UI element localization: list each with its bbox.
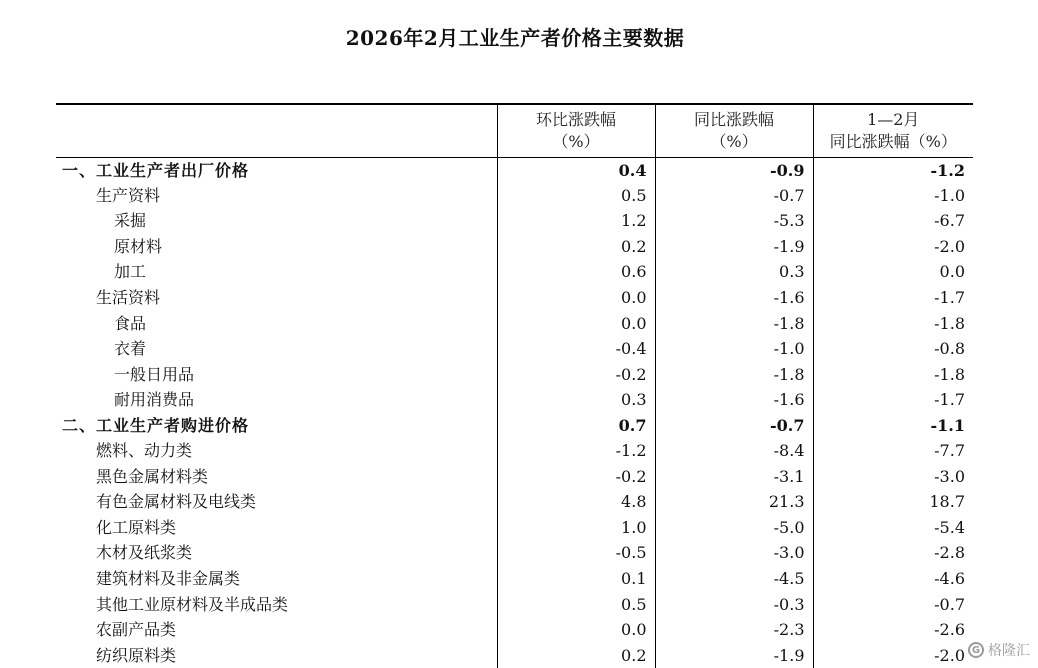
row-label: 纺织原料类 <box>96 645 177 665</box>
watermark-logo-icon: G <box>968 642 984 658</box>
row-mom-value: 0.5 <box>497 591 655 617</box>
row-ytd-value: -1.7 <box>813 387 973 413</box>
row-ytd-value: -2.6 <box>813 617 973 643</box>
row-yoy-value: -0.7 <box>655 412 813 438</box>
row-ytd-value: 18.7 <box>813 489 973 515</box>
row-label: 生活资料 <box>96 288 161 307</box>
row-yoy-value: 0.3 <box>655 259 813 285</box>
row-yoy-value: -0.3 <box>655 591 813 617</box>
row-mom-value: 0.0 <box>497 310 655 336</box>
table-row <box>56 412 973 438</box>
page-title: 2026年2月工业生产者价格主要数据 <box>345 26 685 50</box>
row-yoy-value: -2.3 <box>655 617 813 643</box>
row-ytd-value: -1.8 <box>813 310 973 336</box>
row-label: 木材及纸浆类 <box>96 543 193 563</box>
row-mom-value: -0.2 <box>497 464 655 490</box>
header-ytd-line2: 同比涨跌幅（%） <box>829 131 957 151</box>
header-yoy-line2: （%） <box>710 131 758 151</box>
table-row <box>56 157 973 183</box>
row-mom-value: -1.2 <box>497 438 655 464</box>
table-row <box>56 464 973 490</box>
row-mom-value: 0.0 <box>497 285 655 311</box>
row-label: 加工 <box>114 262 147 282</box>
row-yoy-value: -1.8 <box>655 310 813 336</box>
row-yoy-value: 21.3 <box>655 489 813 515</box>
row-label: 有色金属材料及电线类 <box>96 492 257 512</box>
watermark <box>968 640 1030 660</box>
table-row <box>56 438 973 464</box>
row-ytd-value: -1.8 <box>813 361 973 387</box>
row-ytd-value: -1.1 <box>813 412 973 438</box>
row-mom-value: -0.2 <box>497 361 655 387</box>
row-yoy-value: -0.7 <box>655 183 813 209</box>
row-mom-value: 4.8 <box>497 489 655 515</box>
table-row <box>56 310 973 336</box>
table-row <box>56 591 973 617</box>
table-row <box>56 617 973 643</box>
row-label: 农副产品类 <box>96 620 177 640</box>
price-data-table <box>56 103 973 668</box>
table-row <box>56 234 973 260</box>
row-ytd-value: -6.7 <box>813 208 973 234</box>
table-row <box>56 515 973 541</box>
row-ytd-value: -1.7 <box>813 285 973 311</box>
row-yoy-value: -1.6 <box>655 387 813 413</box>
row-mom-value: -0.5 <box>497 540 655 566</box>
header-yoy <box>655 104 813 157</box>
row-mom-value: 0.1 <box>497 566 655 592</box>
table-row <box>56 183 973 209</box>
row-label: 一般日用品 <box>114 364 195 384</box>
table-row <box>56 387 973 413</box>
row-yoy-value: -5.0 <box>655 515 813 541</box>
row-yoy-value: -8.4 <box>655 438 813 464</box>
row-ytd-value: -1.2 <box>813 157 973 183</box>
row-mom-value: 0.6 <box>497 259 655 285</box>
row-mom-value: 0.3 <box>497 387 655 413</box>
row-ytd-value: -1.0 <box>813 183 973 209</box>
table-header-row <box>56 104 973 157</box>
watermark-text: 格隆汇 <box>988 643 1030 659</box>
row-yoy-value: -1.0 <box>655 336 813 362</box>
row-mom-value: 0.0 <box>497 617 655 643</box>
row-label: 生产资料 <box>96 185 161 205</box>
row-mom-value: 0.2 <box>497 234 655 260</box>
table-row <box>56 540 973 566</box>
row-label: 食品 <box>114 313 147 333</box>
row-yoy-value: -4.5 <box>655 566 813 592</box>
row-mom-value: 1.2 <box>497 208 655 234</box>
row-ytd-value: 0.0 <box>813 259 973 285</box>
row-label: 二、工业生产者购进价格 <box>62 415 250 435</box>
row-label: 燃料、动力类 <box>96 441 193 461</box>
table-row <box>56 285 973 311</box>
table-row <box>56 336 973 362</box>
row-mom-value: 0.2 <box>497 642 655 668</box>
row-yoy-value: -1.9 <box>655 642 813 668</box>
header-yoy-line1: 同比涨跌幅 <box>693 109 774 129</box>
header-mom-line1: 环比涨跌幅 <box>535 109 616 129</box>
row-ytd-value: -5.4 <box>813 515 973 541</box>
table-row <box>56 208 973 234</box>
header-mom-line2: （%） <box>552 131 600 151</box>
row-label: 建筑材料及非金属类 <box>96 569 241 589</box>
table-row <box>56 489 973 515</box>
row-label: 采掘 <box>114 211 147 231</box>
table-row <box>56 566 973 592</box>
row-ytd-value: -4.6 <box>813 566 973 592</box>
row-label: 一、工业生产者出厂价格 <box>62 160 250 180</box>
row-mom-value: 1.0 <box>497 515 655 541</box>
table-body <box>56 157 973 668</box>
row-ytd-value: -0.7 <box>813 591 973 617</box>
row-ytd-value: -3.0 <box>813 464 973 490</box>
header-ytd-line1: 1—2月 <box>867 109 920 129</box>
row-mom-value: 0.7 <box>497 412 655 438</box>
row-yoy-value: -1.6 <box>655 285 813 311</box>
row-label: 化工原料类 <box>96 517 177 537</box>
row-ytd-value: -0.8 <box>813 336 973 362</box>
table-row <box>56 361 973 387</box>
header-mom <box>497 104 655 157</box>
row-yoy-value: -0.9 <box>655 157 813 183</box>
table-row <box>56 642 973 668</box>
row-ytd-value: -7.7 <box>813 438 973 464</box>
row-mom-value: 0.4 <box>497 157 655 183</box>
row-yoy-value: -3.1 <box>655 464 813 490</box>
row-label: 原材料 <box>114 236 163 256</box>
row-yoy-value: -1.9 <box>655 234 813 260</box>
row-label: 黑色金属材料类 <box>96 466 209 486</box>
row-mom-value: -0.4 <box>497 336 655 362</box>
row-label: 耐用消费品 <box>114 390 195 410</box>
row-label: 衣着 <box>114 339 147 359</box>
header-ytd <box>813 104 973 157</box>
row-yoy-value: -5.3 <box>655 208 813 234</box>
row-ytd-value: -2.0 <box>813 642 973 668</box>
header-category <box>56 104 497 157</box>
row-ytd-value: -2.0 <box>813 234 973 260</box>
row-mom-value: 0.5 <box>497 183 655 209</box>
row-label: 其他工业原材料及半成品类 <box>96 594 289 614</box>
row-yoy-value: -3.0 <box>655 540 813 566</box>
table-row <box>56 259 973 285</box>
row-ytd-value: -2.8 <box>813 540 973 566</box>
row-yoy-value: -1.8 <box>655 361 813 387</box>
